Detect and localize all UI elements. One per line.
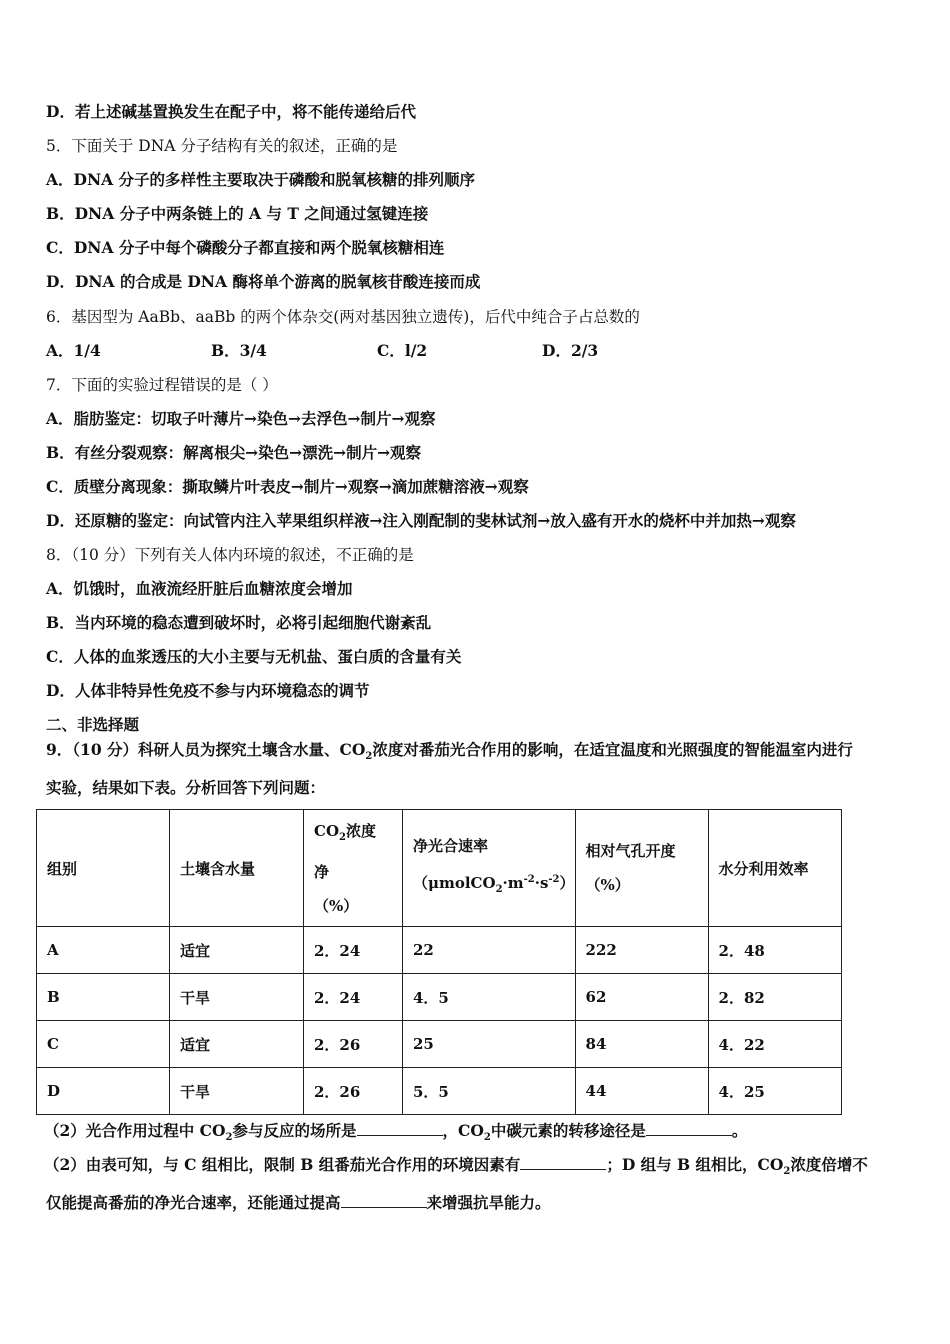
rate-unit-sup2: -2 — [548, 874, 560, 885]
answer-blank[interactable] — [646, 1121, 732, 1136]
cell-rate: 5．5 — [403, 1068, 576, 1115]
q9-stem-sub: 2 — [365, 751, 373, 763]
q8-option-c: C．人体的血浆透压的大小主要与无机盐、蛋白质的含量有关 — [46, 647, 462, 666]
rate-unit-post: ） — [559, 874, 575, 892]
sub1-text-c: ，CO — [442, 1121, 484, 1140]
q5-stem-text: 5．下面关于 DNA 分子结构有关的叙述，正确的是 — [46, 137, 398, 155]
cell-co2: 2．24 — [304, 974, 403, 1021]
header-rate — [403, 810, 576, 927]
table-row — [37, 1068, 842, 1115]
q8-stem: 8．（10 分）下列有关人体内环境的叙述，不正确的是 — [46, 546, 414, 564]
sub1-text-e: 。 — [731, 1121, 748, 1140]
q6-option-d: D．2/3 — [542, 341, 599, 360]
q9-stem — [46, 740, 853, 767]
cell-group: C — [37, 1021, 170, 1068]
section-heading: 二、非选择题 — [46, 715, 140, 734]
q9-stem-part2: 浓度对番茄光合作用的影响，在适宜温度和光照强度的智能温室内进行 — [372, 740, 853, 759]
header-group: 组别 — [37, 810, 170, 927]
rate-unit-sup1: -2 — [523, 874, 535, 885]
table-header-row — [37, 810, 842, 927]
sub2-line2-b: 来增强抗旱能力。 — [426, 1193, 551, 1212]
q6-option-c: C．l/2 — [377, 341, 428, 360]
q9-stem-part1: 9．（10 分）科研人员为探究土壤含水量、CO — [46, 740, 366, 759]
sub2-text-b: ；D 组与 B 组相比，CO — [606, 1155, 784, 1174]
table-row — [37, 927, 842, 974]
cell-group: D — [37, 1068, 170, 1115]
cell-soil: 干旱 — [170, 974, 304, 1021]
q7-stem: 7．下面的实验过程错误的是（ ） — [46, 376, 278, 394]
q5-option-a: A．DNA 分子的多样性主要取决于磷酸和脱氧核糖的排列顺序 — [46, 170, 476, 189]
q6-options — [46, 341, 646, 361]
header-stoma-unit: （%） — [585, 876, 630, 894]
q9-subquestion-1 — [44, 1121, 747, 1148]
results-table — [36, 809, 842, 1115]
sub1-text-b: 参与反应的场所是 — [232, 1121, 357, 1140]
header-water: 水分利用效率 — [708, 810, 841, 927]
sub1-text-d: 中碳元素的转移途径是 — [490, 1121, 646, 1140]
cell-water: 2．48 — [708, 927, 841, 974]
q8-option-a: A．饥饿时，血液流经肝脏后血糖浓度会增加 — [46, 579, 353, 598]
rate-unit-pre: （μmolCO — [413, 874, 496, 892]
rate-unit-mid2: ·s — [534, 874, 549, 892]
cell-stoma: 84 — [575, 1021, 708, 1068]
header-co2-pre: CO — [314, 821, 340, 840]
q7-option-a: A．脂肪鉴定：切取子叶薄片→染色→去浮色→制片→观察 — [46, 409, 436, 428]
cell-co2: 2．26 — [304, 1068, 403, 1115]
cell-soil: 干旱 — [170, 1068, 304, 1115]
sub1-sub-b: 2 — [483, 1132, 491, 1144]
q7-option-b: B．有丝分裂观察：解离根尖→染色→漂洗→制片→观察 — [46, 443, 422, 462]
q9-stem-line2: 实验，结果如下表。分析回答下列问题： — [46, 778, 326, 797]
q9-subquestion-2-line2 — [46, 1193, 551, 1213]
cell-stoma: 222 — [575, 927, 708, 974]
header-co2-line1 — [314, 814, 402, 855]
header-stoma — [575, 810, 708, 927]
q7-option-d: D．还原糖的鉴定：向试管内注入苹果组织样液→注入刚配制的斐林试剂→放入盛有开水的烧杯中并加热→观察 — [46, 511, 796, 530]
cell-co2: 2．24 — [304, 927, 403, 974]
q5-option-d: D．DNA 的合成是 DNA 酶将单个游离的脱氧核苷酸连接而成 — [46, 272, 481, 291]
q5-stem — [46, 136, 397, 156]
header-rate-title: 净光合速率 — [413, 837, 489, 855]
q7-option-c: C．质壁分离现象：撕取鳞片叶表皮→制片→观察→滴加蔗糖溶液→观察 — [46, 477, 529, 496]
rate-unit-mid: ·m — [502, 874, 524, 892]
q6-option-b: B．3/4 — [211, 341, 267, 360]
cell-water: 4．22 — [708, 1021, 841, 1068]
answer-blank[interactable] — [520, 1155, 606, 1170]
cell-group: B — [37, 974, 170, 1021]
sub2-sub: 2 — [783, 1166, 791, 1178]
header-co2-line2: 净 — [314, 862, 330, 881]
cell-soil: 适宜 — [170, 1021, 304, 1068]
header-soil: 土壤含水量 — [170, 810, 304, 927]
cell-rate: 4．5 — [403, 974, 576, 1021]
cell-rate: 22 — [403, 927, 576, 974]
sub2-line2-a: 仅能提高番茄的净光合速率，还能通过提高 — [46, 1193, 341, 1212]
header-rate-unit — [413, 863, 575, 907]
q9-subquestion-2 — [44, 1155, 868, 1182]
cell-stoma: 44 — [575, 1068, 708, 1115]
q4-option-d: D．若上述碱基置换发生在配子中，将不能传递给后代 — [46, 102, 416, 121]
q6-option-a: A．1/4 — [46, 341, 101, 360]
q8-option-d: D．人体非特异性免疫不参与内环境稳态的调节 — [46, 681, 370, 700]
header-co2-line3: （%） — [314, 896, 359, 915]
header-co2 — [304, 810, 403, 927]
answer-blank[interactable] — [341, 1193, 427, 1208]
header-co2-sub: 2 — [339, 831, 346, 843]
sub1-text-a: （2）光合作用过程中 CO — [44, 1121, 226, 1140]
table-row — [37, 1021, 842, 1068]
q5-option-c: C．DNA 分子中每个磷酸分子都直接和两个脱氧核糖相连 — [46, 238, 445, 257]
answer-blank[interactable] — [357, 1121, 443, 1136]
sub1-sub-a: 2 — [225, 1132, 233, 1144]
sub2-text-a: （2）由表可知，与 C 组相比，限制 B 组番茄光合作用的环境因素有 — [44, 1155, 521, 1174]
q5-option-b: B．DNA 分子中两条链上的 A 与 T 之间通过氢键连接 — [46, 204, 429, 223]
cell-soil: 适宜 — [170, 927, 304, 974]
cell-water: 2．82 — [708, 974, 841, 1021]
cell-co2: 2．26 — [304, 1021, 403, 1068]
cell-rate: 25 — [403, 1021, 576, 1068]
sub2-text-c: 浓度倍增不 — [790, 1155, 868, 1174]
cell-stoma: 62 — [575, 974, 708, 1021]
cell-water: 4．25 — [708, 1068, 841, 1115]
header-co2-post: 浓度 — [345, 821, 376, 840]
table-row — [37, 974, 842, 1021]
rate-unit-sub: 2 — [495, 884, 503, 895]
q6-stem: 6．基因型为 AaBb、aaBb 的两个体杂交(两对基因独立遗传)，后代中纯合子占总数的 — [46, 308, 640, 326]
header-stoma-title: 相对气孔开度 — [585, 842, 676, 860]
cell-group: A — [37, 927, 170, 974]
q8-option-b: B．当内环境的稳态遭到破坏时，必将引起细胞代谢紊乱 — [46, 613, 432, 632]
